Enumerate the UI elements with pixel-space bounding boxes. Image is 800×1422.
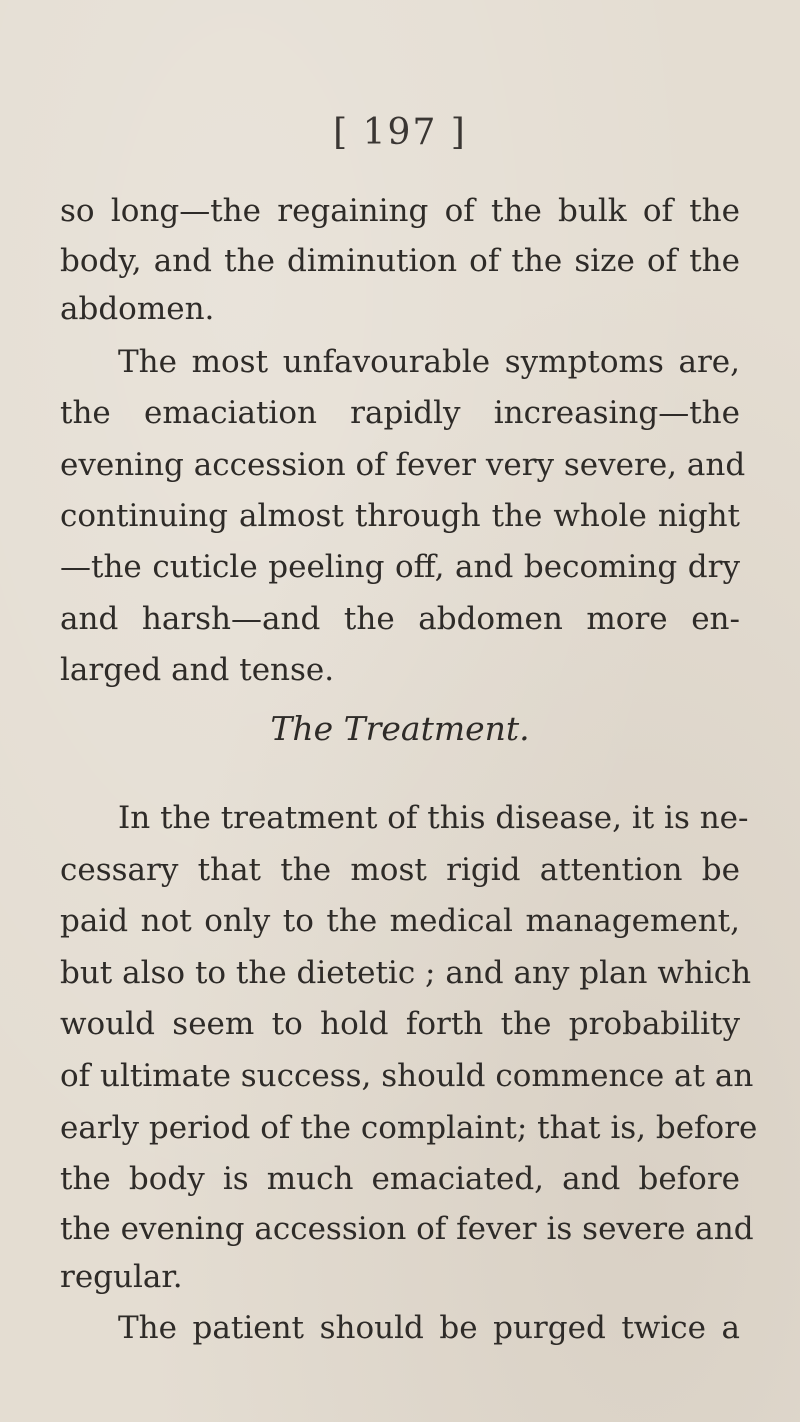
- text-line: but also to the dietetic ; and any plan which: [60, 955, 752, 991]
- paragraph-start-line: In the treatment of this disease, it is ne-: [118, 800, 749, 836]
- text-line: evening accession of fever very severe, and: [60, 447, 746, 483]
- text-line: the emaciation rapidly increasing—the: [60, 395, 740, 431]
- paragraph-start-line: The patient should be purged twice a: [118, 1310, 740, 1346]
- page-number: [ 197 ]: [333, 112, 467, 153]
- text-line: larged and tense.: [60, 652, 335, 688]
- text-line: early period of the complaint; that is, before: [60, 1110, 758, 1146]
- text-line: continuing almost through the whole night: [60, 498, 740, 534]
- paragraph-start-line: The most unfavourable symptoms are,: [118, 344, 740, 380]
- text-line: of ultimate success, should commence at an: [60, 1058, 754, 1094]
- text-line: the body is much emaciated, and before: [60, 1161, 740, 1197]
- section-heading: The Treatment.: [270, 709, 530, 748]
- text-line: cessary that the most rigid attention be: [60, 852, 740, 888]
- text-line: so long—the regaining of the bulk of the: [60, 193, 740, 229]
- text-line: —the cuticle peeling off, and becoming dry: [60, 549, 740, 585]
- text-line: and harsh—and the abdomen more en-: [60, 601, 740, 637]
- text-line: paid not only to the medical management,: [60, 903, 740, 939]
- text-line: the evening accession of fever is severe and: [60, 1211, 754, 1247]
- text-line: regular.: [60, 1259, 183, 1295]
- text-line: would seem to hold forth the probability: [60, 1006, 740, 1042]
- text-line: body, and the diminution of the size of the: [60, 243, 740, 279]
- text-line: abdomen.: [60, 291, 215, 327]
